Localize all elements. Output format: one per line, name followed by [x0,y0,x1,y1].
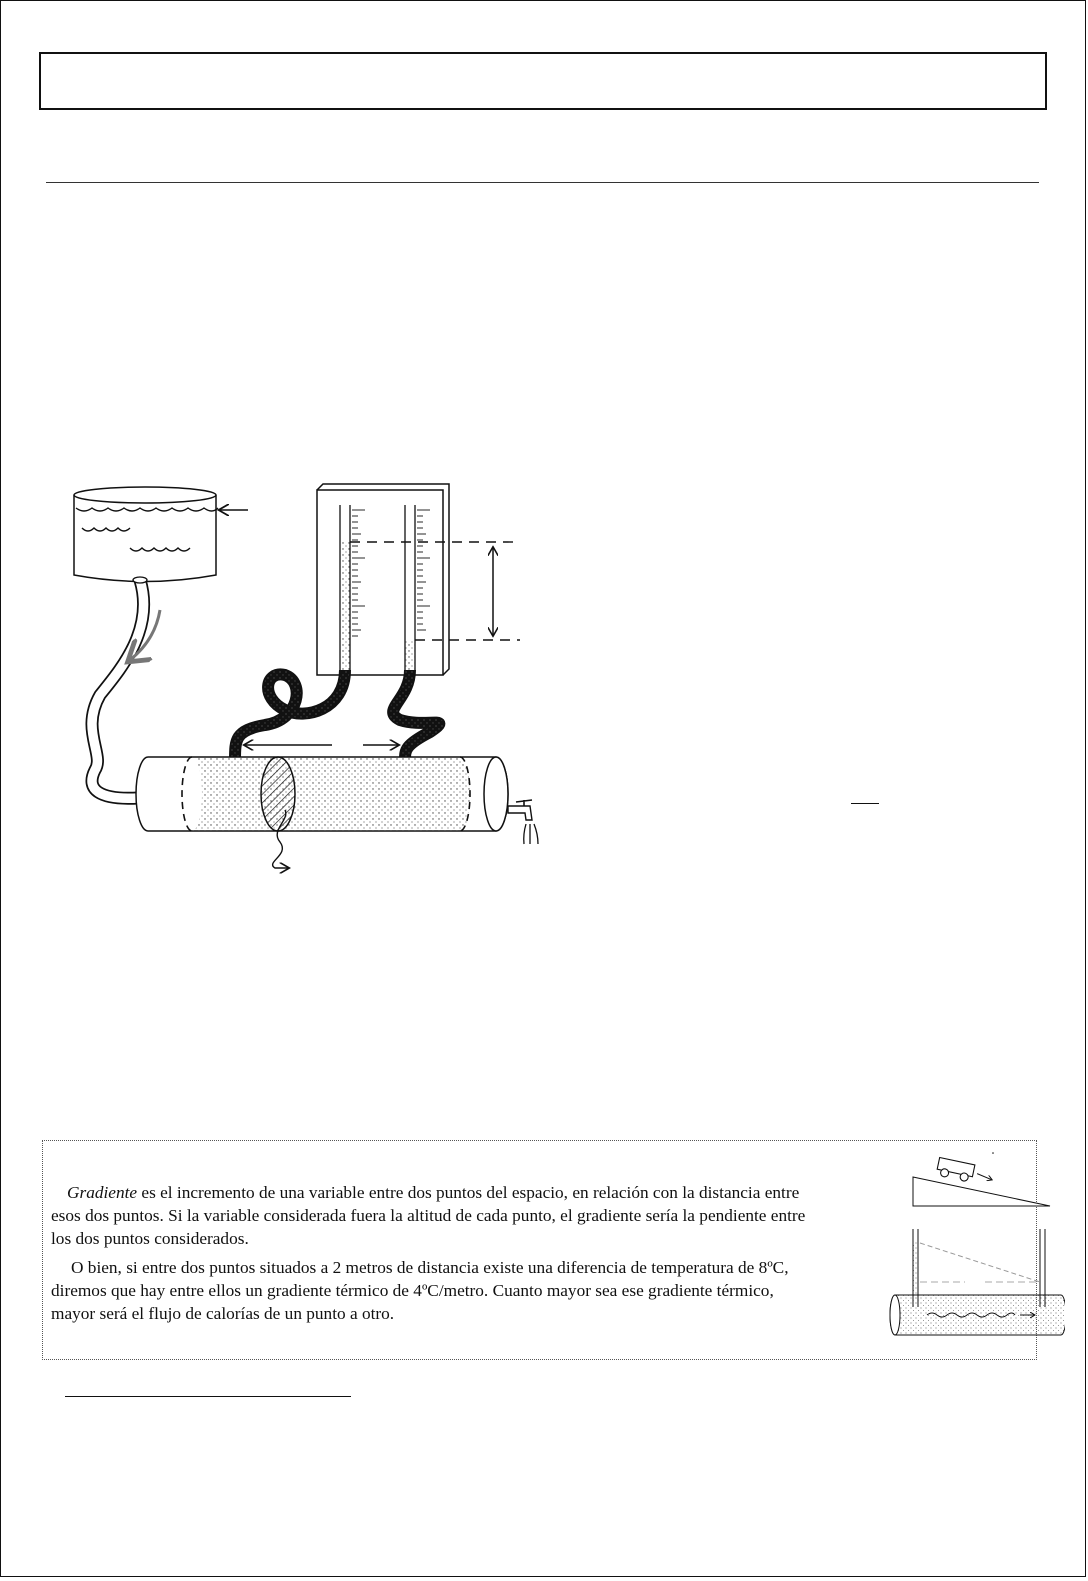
gradient-illustrations [865,1147,1065,1357]
gradient-paragraph-1 [51,1181,821,1250]
gradient-paragraph-2: O bien, si entre dos puntos situados a 2 metros de distancia existe una diferencia de temperatura de 8ºC, diremos que hay entre ellos un gradiente térmico de 4ºC/metro. Cuanto mayor sea ese gradiente térmico, mayor será el flujo de calorías de un punto a otro. [51,1258,789,1323]
gradient-text [51,1181,821,1331]
footnote-rule [65,1396,351,1397]
short-rule [851,803,879,804]
header-box [39,52,1047,110]
gradient-term: Gradiente [67,1183,138,1202]
manometer-board [317,484,520,675]
water-tank [74,487,248,582]
section-rule [46,182,1039,183]
gradient-info-box [42,1140,1037,1360]
darcy-apparatus-figure [60,470,540,890]
mini-permeameter-icon [890,1229,1065,1335]
slope-cart-icon [913,1152,1050,1206]
gradient-definition: es el incremento de una variable entre dos puntos del espacio, en relación con la distancia entre esos dos puntos. Si la variable considerada fuera la altitud de cada punto, el gradiente sería la pendiente entre los dos puntos considerados. [51,1183,806,1248]
sand-cylinder [136,757,538,868]
manometer-hoses [235,670,439,760]
